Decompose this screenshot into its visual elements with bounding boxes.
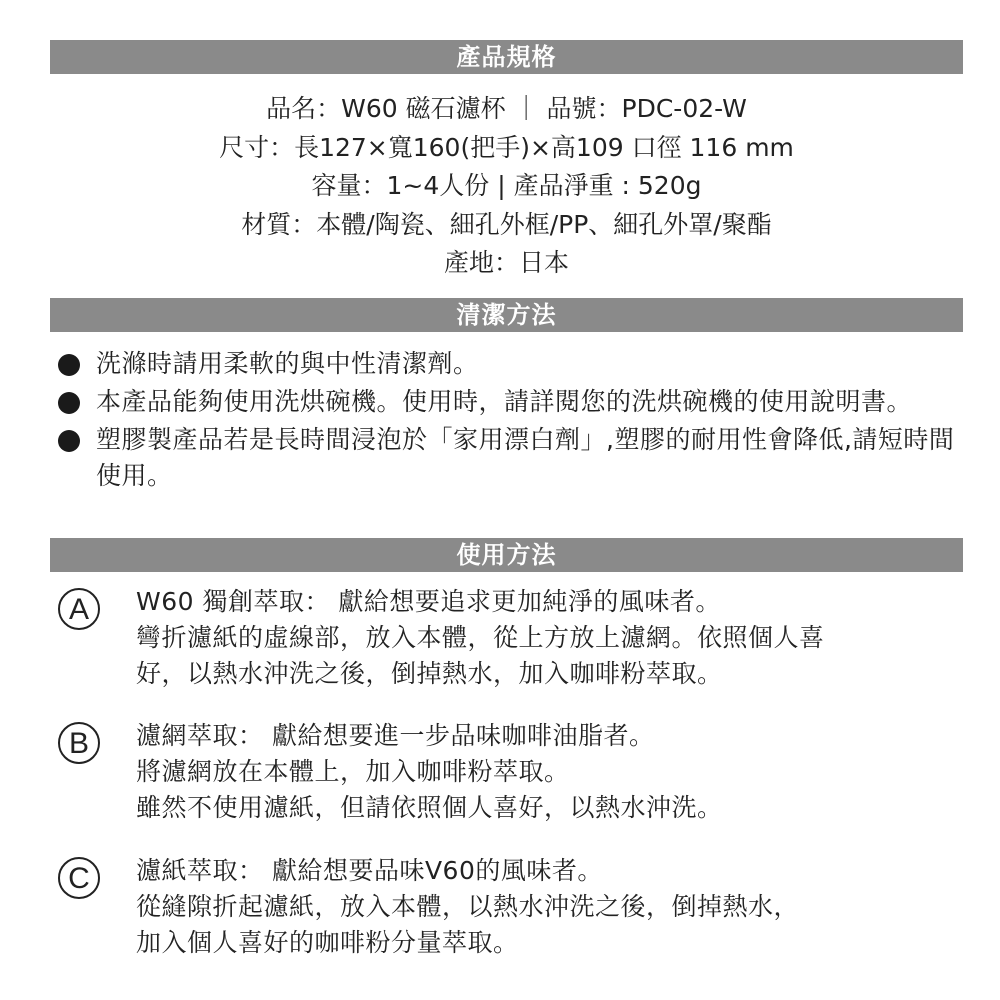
spec-line-origin: 產地：日本 xyxy=(443,248,569,277)
section-header-cleaning: 清潔方法 xyxy=(50,298,963,332)
bullet-icon xyxy=(58,430,80,452)
spec-line-capacity: 容量：1~4人份 | 產品淨重 : 520g xyxy=(311,171,702,200)
spec-line-material: 材質：本體/陶瓷、細孔外框/PP、細孔外罩/聚酯 xyxy=(241,209,772,239)
bullet-icon xyxy=(58,354,80,376)
section-header-spec: 產品規格 xyxy=(50,40,963,74)
cleaning-text: 洗滌時請用柔軟的與中性清潔劑。 xyxy=(96,349,479,378)
usage-title: W60 獨創萃取： 獻給想要追求更加純淨的風味者。 xyxy=(136,587,721,616)
list-item xyxy=(50,422,965,494)
usage-text: 彎折濾紙的虛線部，放入本體，從上方放上濾網。依照個人喜 xyxy=(136,623,825,652)
usage-text: 好，以熱水沖洗之後，倒掉熱水，加入咖啡粉萃取。 xyxy=(136,659,723,688)
circled-b-icon: B xyxy=(58,722,100,764)
usage-lines xyxy=(136,584,966,692)
section-header-usage: 使用方法 xyxy=(50,538,963,572)
cleaning-text: 本產品能夠使用洗烘碗機。使用時，請詳閱您的洗烘碗機的使用說明書。 xyxy=(96,387,913,416)
usage-title: 濾網萃取： 獻給想要進一步品味咖啡油脂者。 xyxy=(136,721,655,750)
usage-title: 濾紙萃取： 獻給想要品味V60的風味者。 xyxy=(136,856,603,885)
circled-a-icon: A xyxy=(58,588,100,630)
cleaning-text: 塑膠製產品若是長時間浸泡於「家用漂白劑」,塑膠的耐用性會降低,請短時間使用。 xyxy=(96,425,955,490)
usage-text: 將濾網放在本體上，加入咖啡粉萃取。 xyxy=(136,757,570,786)
circled-c-icon: C xyxy=(58,857,100,899)
list-item xyxy=(50,346,965,382)
list-item xyxy=(50,384,965,420)
usage-text: 從縫隙折起濾紙，放入本體，以熱水沖洗之後，倒掉熱水， xyxy=(136,892,800,921)
spec-line-size: 尺寸：長127×寬160(把手)×高109 口徑 116 mm xyxy=(219,132,794,162)
usage-lines xyxy=(136,718,966,826)
usage-lines xyxy=(136,853,966,961)
spec-block xyxy=(50,90,963,283)
spec-line-name: 品名：W60 磁石濾杯 ｜ 品號：PDC-02-W xyxy=(266,94,747,123)
cleaning-list xyxy=(50,346,965,496)
usage-text: 加入個人喜好的咖啡粉分量萃取。 xyxy=(136,928,519,957)
usage-text: 雖然不使用濾紙，但請依照個人喜好，以熱水沖洗。 xyxy=(136,793,723,822)
bullet-icon xyxy=(58,392,80,414)
